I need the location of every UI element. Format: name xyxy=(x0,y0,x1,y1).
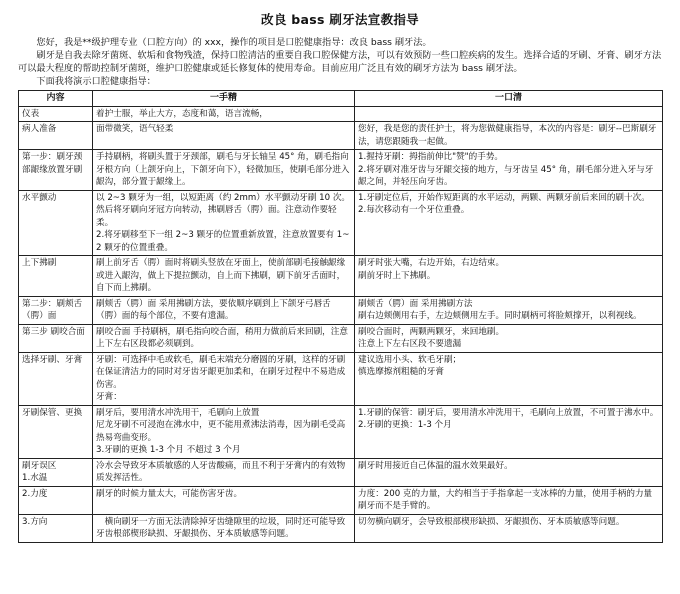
cell-line: 1.水温 xyxy=(22,473,48,483)
cell-line: 仪表 xyxy=(22,108,40,119)
cell-speech xyxy=(355,256,663,297)
cell-hand xyxy=(93,256,355,297)
intro-paragraph: 您好，我是**级护理专业（口腔方向）的 xxx，操作的项目是口腔健康指导：改良 bass 刷牙法。 xyxy=(36,37,432,48)
table-row xyxy=(19,256,663,297)
cell-speech xyxy=(355,324,663,352)
cell-line: 面带微笑，语气轻柔 xyxy=(96,124,174,134)
table-row xyxy=(19,190,663,256)
cell-hand xyxy=(93,458,355,486)
cell-content xyxy=(19,458,93,486)
cell-line: 刷上前牙舌（腭）面时将刷头竖放在牙面上，使前部刷毛接触龈缘或进入龈沟，做上下提拉颤动，自上而下拂刷，刷下前牙舌面时，自下而上拂刷。 xyxy=(96,258,346,293)
document-title: 改良 bass 刷牙法宣教指导 xyxy=(261,12,419,27)
header-content: 内容 xyxy=(19,91,93,107)
intro-section xyxy=(18,36,662,88)
cell-line: 注意上下左右区段不要遗漏 xyxy=(358,339,462,349)
cell-line: 刷右边颊侧用右手，左边颊侧用左手。同时刷柄可将脸颊撑开，以利视线。 xyxy=(358,311,642,321)
cell-line: 刷咬合面时，两颗两颗牙，来回地刷。 xyxy=(358,326,505,337)
cell-speech xyxy=(355,352,663,405)
cell-content xyxy=(19,150,93,191)
cell-line: 切勿横向刷牙，会导致根部楔形缺损、牙龈损伤、牙本质敏感等问题。 xyxy=(358,516,625,527)
header-speech: 一口清 xyxy=(355,91,663,107)
table-row xyxy=(19,405,663,458)
cell-content xyxy=(19,122,93,150)
cell-speech xyxy=(355,296,663,324)
cell-line: 冷水会导致牙本质敏感的人牙齿酸痛，而且不利于牙膏内的有效物质发挥活性。 xyxy=(96,460,346,483)
cell-line: 第一步：刷牙颈部龈缘放置牙刷 xyxy=(22,152,83,175)
cell-hand xyxy=(93,324,355,352)
cell-line: 2.将牙刷移至下一组 2~3 颗牙的位置重新放置，注意放置要有 1~2 颗牙的位置重叠。 xyxy=(96,230,350,253)
table-header-row xyxy=(19,91,663,107)
cell-line: 以 2~3 颗牙为一组，以短距离（约 2mm）水平颤动牙刷 10 次。然后将牙刷向牙冠方向转动，拂刷唇舌（腭）面。注意动作要轻柔。 xyxy=(96,192,351,228)
cell-content xyxy=(19,256,93,297)
cell-content xyxy=(19,106,93,122)
cell-hand xyxy=(93,296,355,324)
cell-line: 水平颤动 xyxy=(22,192,57,203)
cell-line: 第二步：刷颊舌（腭）面 xyxy=(22,298,83,321)
cell-speech xyxy=(355,486,663,514)
cell-speech xyxy=(355,122,663,150)
cell-speech xyxy=(355,150,663,191)
cell-line: 2.力度 xyxy=(22,488,48,499)
cell-line: 1.握持牙刷：拇指前伸比"赞"的手势。 xyxy=(358,152,504,162)
table-row xyxy=(19,296,663,324)
cell-line: 刷牙的时候力量太大，可能伤害牙齿。 xyxy=(96,488,243,499)
cell-line: 3.方向 xyxy=(22,516,48,527)
cell-line: 刷前牙时上下拂刷。 xyxy=(358,270,436,281)
table-row xyxy=(19,458,663,486)
table-row xyxy=(19,106,663,122)
cell-hand xyxy=(93,405,355,458)
cell-hand xyxy=(93,486,355,514)
cell-line: 手持刷柄，将刷头置于牙颈部，刷毛与牙长轴呈 45° 角，刷毛指向牙根方向（上颌牙向上，下颌牙向下），轻微加压，使刷毛部分进入龈沟，部分置于龈缘上。 xyxy=(96,152,350,187)
table-row xyxy=(19,122,663,150)
intro-paragraph: 下面我将演示口腔健康指导： xyxy=(36,76,156,87)
table-row xyxy=(19,514,663,542)
cell-line: 刷咬合面 手持刷柄，刷毛指向咬合面，稍用力做前后来回刷，注意上下左右区段都必须刷到。 xyxy=(96,326,348,349)
cell-line: 力度：200 克的力量，大约相当于手指拿起一支冰棒的力量，使用手柄的力量刷牙而不是手臂的。 xyxy=(358,488,653,511)
cell-hand xyxy=(93,190,355,256)
cell-line: 1.牙刷定位后，开始作短距离的水平运动，两颗、两颗牙前后来回的刷十次。 xyxy=(358,192,650,203)
cell-line: 刷牙误区 xyxy=(22,460,57,471)
cell-speech xyxy=(355,106,663,122)
cell-line: 2.每次移动有一个牙位重叠。 xyxy=(358,205,470,215)
cell-line: 刷颊舌（腭）面 采用拂刷方法 xyxy=(358,298,473,309)
cell-hand xyxy=(93,150,355,191)
cell-line: 上下拂刷 xyxy=(22,258,57,268)
table-row xyxy=(19,352,663,405)
intro-paragraph: 刷牙是自我去除牙菌斑、软垢和食物残渣，保持口腔清洁的重要自我口腔保健方法，可以有效预防一些口腔疾病的发生。选择合适的牙刷、牙膏、刷牙方法可以最大程度的帮助控制牙菌斑，维护口腔健康或延长修复体的使用寿命。目前应用广泛且有效的刷牙方法为 bass 刷牙法。 xyxy=(18,50,662,74)
cell-line: 横向刷牙一方面无法清除掉牙齿缝隙里的垃圾，同时还可能导致牙齿根部楔形缺损、牙龈损伤、牙本质敏感等问题。 xyxy=(96,516,346,539)
cell-line: 刷牙时张大嘴，右边开始，右边结束。 xyxy=(358,258,505,268)
cell-speech xyxy=(355,514,663,542)
cell-line: 刷牙时用接近自己体温的温水效果最好。 xyxy=(358,460,513,471)
cell-speech xyxy=(355,190,663,256)
cell-line: 病人准备 xyxy=(22,124,57,134)
cell-line: 牙膏： xyxy=(96,392,122,402)
cell-line: 慎选摩擦剂粗糙的牙膏 xyxy=(358,367,444,377)
cell-line: 2.牙刷的更换：1-3 个月 xyxy=(358,420,452,430)
cell-line: 建议选用小头、软毛牙刷； xyxy=(358,354,462,365)
cell-line: 牙刷：可选择中毛或软毛，刷毛末端充分磨圆的牙刷，这样的牙刷在保证清洁力的同时对牙齿牙龈更加柔和，在刷牙过程中不易造成伤害。 xyxy=(96,354,346,390)
table-body xyxy=(19,106,663,542)
cell-line: 选择牙刷、牙膏 xyxy=(22,354,83,365)
cell-line: 3.牙刷的更换 1-3 个月 不超过 3 个月 xyxy=(96,445,241,455)
cell-content xyxy=(19,486,93,514)
cell-line: 刷颊舌（腭）面 采用拂刷方法，要依顺序刷到上下颌牙弓唇舌（腭）面的每个部位，不要有遗漏。 xyxy=(96,298,331,321)
cell-line: 2.将牙刷对准牙齿与牙龈交接的地方，与牙齿呈 45° 角，刷毛部分进入牙与牙龈之间，并轻压向牙齿。 xyxy=(358,164,654,187)
guidance-table xyxy=(18,90,663,543)
cell-hand xyxy=(93,106,355,122)
cell-hand xyxy=(93,122,355,150)
header-hand: 一手精 xyxy=(93,91,355,107)
cell-line: 1.牙刷的保管：刷牙后，要用清水冲洗用干，毛刷向上放置，不可置于沸水中。 xyxy=(358,407,659,418)
cell-line: 刷牙后，要用清水冲洗用干，毛刷向上放置 xyxy=(96,407,260,418)
cell-speech xyxy=(355,405,663,458)
cell-content xyxy=(19,405,93,458)
cell-hand xyxy=(93,514,355,542)
table-row xyxy=(19,486,663,514)
cell-line: 着护士服，举止大方，态度和蔼，语言流畅， xyxy=(96,108,268,119)
cell-speech xyxy=(355,458,663,486)
cell-line: 牙刷保管、更换 xyxy=(22,407,83,418)
table-row xyxy=(19,150,663,191)
cell-content xyxy=(19,352,93,405)
cell-line: 您好，我是您的责任护士，将为您做健康指导，本次的内容是：刷牙--巴斯刷牙法，请您跟随我一起做。 xyxy=(358,124,657,147)
cell-content xyxy=(19,324,93,352)
cell-line: 尼龙牙刷不可浸泡在沸水中，更不能用煮沸法消毒，因为刷毛受高热易弯曲变形。 xyxy=(96,420,346,443)
table-row xyxy=(19,324,663,352)
cell-line: 第三步 刷咬合面 xyxy=(22,326,85,337)
cell-content xyxy=(19,514,93,542)
cell-hand xyxy=(93,352,355,405)
cell-content xyxy=(19,190,93,256)
cell-content xyxy=(19,296,93,324)
